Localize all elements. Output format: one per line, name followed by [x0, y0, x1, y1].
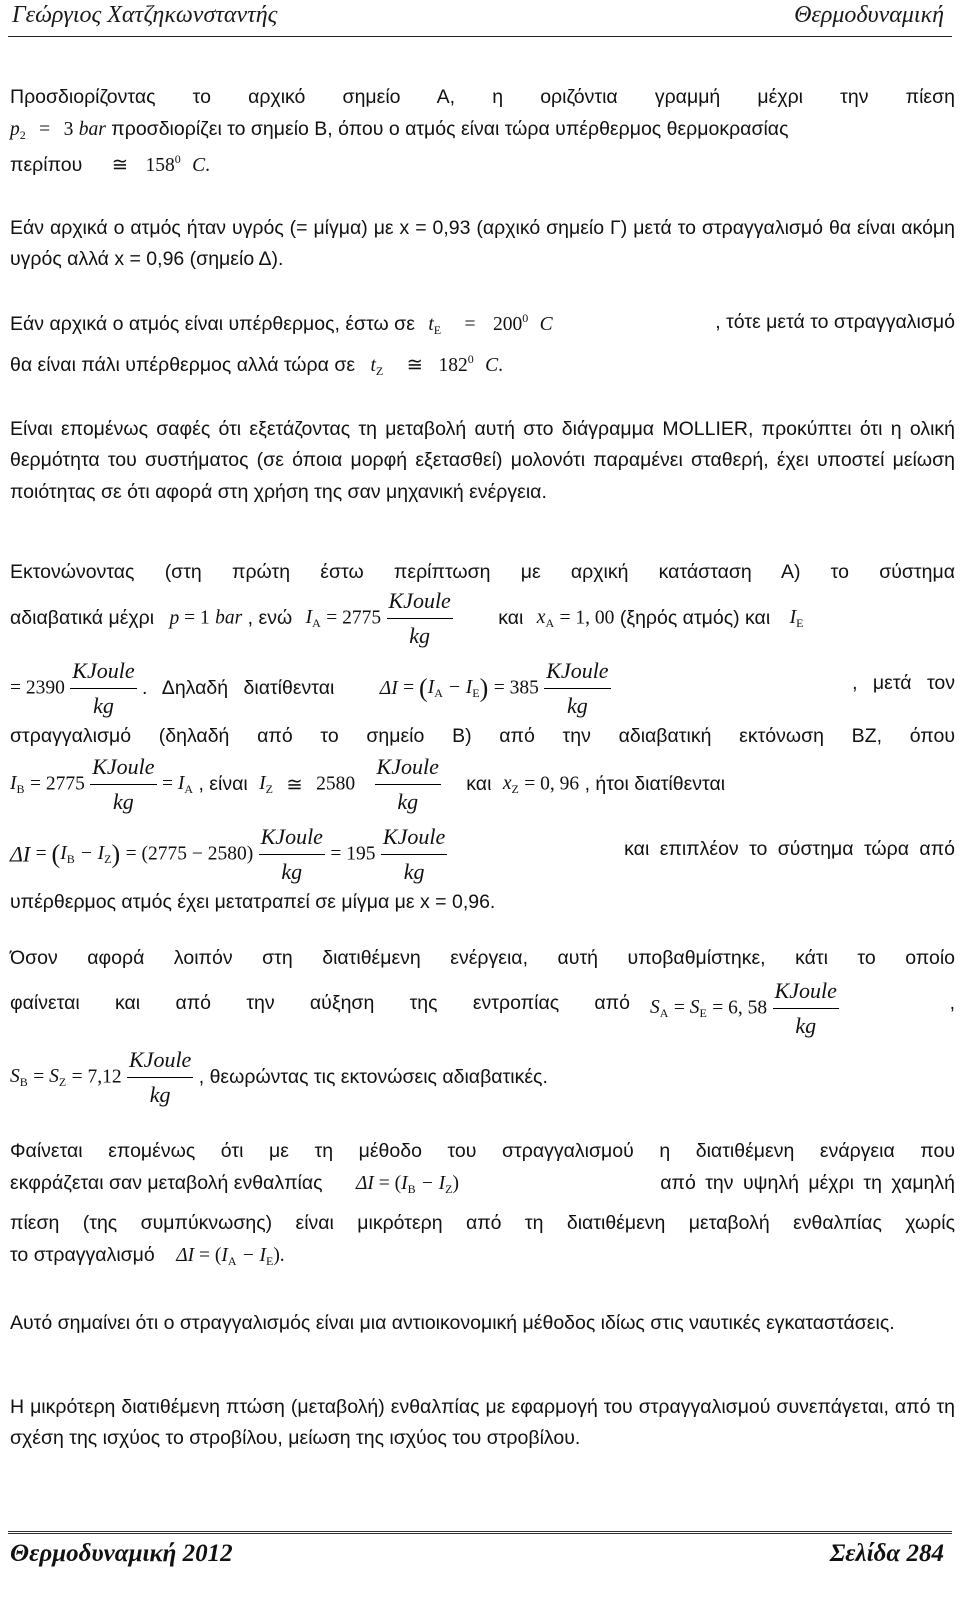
header-rule	[8, 36, 952, 37]
p5-line5: $I_B = 2775$ $\frac{\text{KJoule}}{kg}$ = $I_A$ , είναι $I_Z$ ≅ 2580 $\frac{\text{KJoule}}{kg}$ και $x_Z = 0$, 96 , ήτοι διατίθενται	[10, 750, 955, 816]
p5-line2: αδιαβατικά μέχρι p = 1 bar , ενώ $I_A = 2775$ $\frac{\text{KJoule}}{kg}$ και $x_A = 1$, 00 (ξηρός ατμός) και $I_E$	[10, 584, 955, 650]
header-author: Γεώργιος Χατζηκωνσταντής	[12, 2, 278, 28]
header-subject: Θερμοδυναμική	[794, 2, 944, 28]
p2: Εάν αρχικά ο ατμός ήταν υγρός (= μίγμα) με x = 0,93 (αρχικό σημείο Γ) μετά το στραγγαλισμό θα είναι ακόμη υγρός αλλά x = 0,96 (σημείο Δ).	[10, 217, 955, 271]
p6-line2: φαίνεται και από την αύξηση της εντροπίας από $S_A = S_E = 6$, 58 $\frac{\text{KJoule}}{kg}$ ,	[10, 974, 955, 1040]
unit-frac: $\frac{\text{KJoule}}{kg}$	[544, 654, 610, 723]
unit-frac: $\frac{\text{KJoule}}{kg}$	[127, 1043, 193, 1112]
page-number: Σελίδα 284	[829, 1540, 944, 1567]
unit-frac: $\frac{\text{KJoule}}{kg}$	[381, 820, 447, 889]
footer-rule	[8, 1531, 952, 1537]
p5-line6: $\Delta I = (I_B - I_Z) = (2775 - 2580)$ $\frac{\text{KJoule}}{kg}$ = 195 $\frac{\text{KJoule}}{kg}$ και επιπλέον το σύστημα τώρα από	[10, 820, 955, 886]
unit-frac: $\frac{\text{KJoule}}{kg}$	[70, 654, 136, 723]
unit-frac: $\frac{\text{KJoule}}{kg}$	[387, 584, 453, 653]
p9: Η μικρότερη διατιθέμενη πτώση (μεταβολή) ενθαλπίας με εφαρμογή του στραγγαλισμού συνεπάγεται, από τη σχέση της ισχύος το στροβίλου, μείωση της ισχύος του στροβίλου.	[10, 1396, 955, 1450]
p4: Είναι επομένως σαφές ότι εξετάζοντας τη μεταβολή αυτή στο διάγραμμα MOLLIER, προκύπτει ότι η ολική θερμότητα του συστήματος (σε όποια μορφή εξετασθεί) μολονότι παραμένει σταθερή, έχει υποστεί μείωση ποιότητας σε ότι αφορά στη χρήση της σαν μηχανική ενέργεια.	[10, 418, 955, 503]
p6-line3: $S_B = S_Z = 7,12$ $\frac{\text{KJoule}}{kg}$ , θεωρώντας τις εκτονώσεις αδιαβατικές.	[10, 1043, 955, 1109]
unit-frac: $\frac{\text{KJoule}}{kg}$	[773, 974, 839, 1043]
p8: Αυτό σημαίνει ότι ο στραγγαλισμός είναι μια αντιοικονομική μέθοδος ιδίως στις ναυτικές εγκαταστάσεις.	[10, 1312, 895, 1334]
p5-line3: = 2390 $\frac{\text{KJoule}}{kg}$ . Δηλαδή διατίθενται $\Delta I = (I_A - I_E) = 385$ $\frac{\text{KJoule}}{kg}$ , μετά τον	[10, 654, 955, 720]
footer-title: Θερμοδυναμική 2012	[10, 1540, 233, 1567]
unit-frac: $\frac{\text{KJoule}}{kg}$	[90, 750, 156, 819]
unit-frac: $\frac{\text{KJoule}}{kg}$	[259, 820, 325, 889]
unit-frac: $\frac{\text{KJoule}}{kg}$	[375, 750, 441, 819]
